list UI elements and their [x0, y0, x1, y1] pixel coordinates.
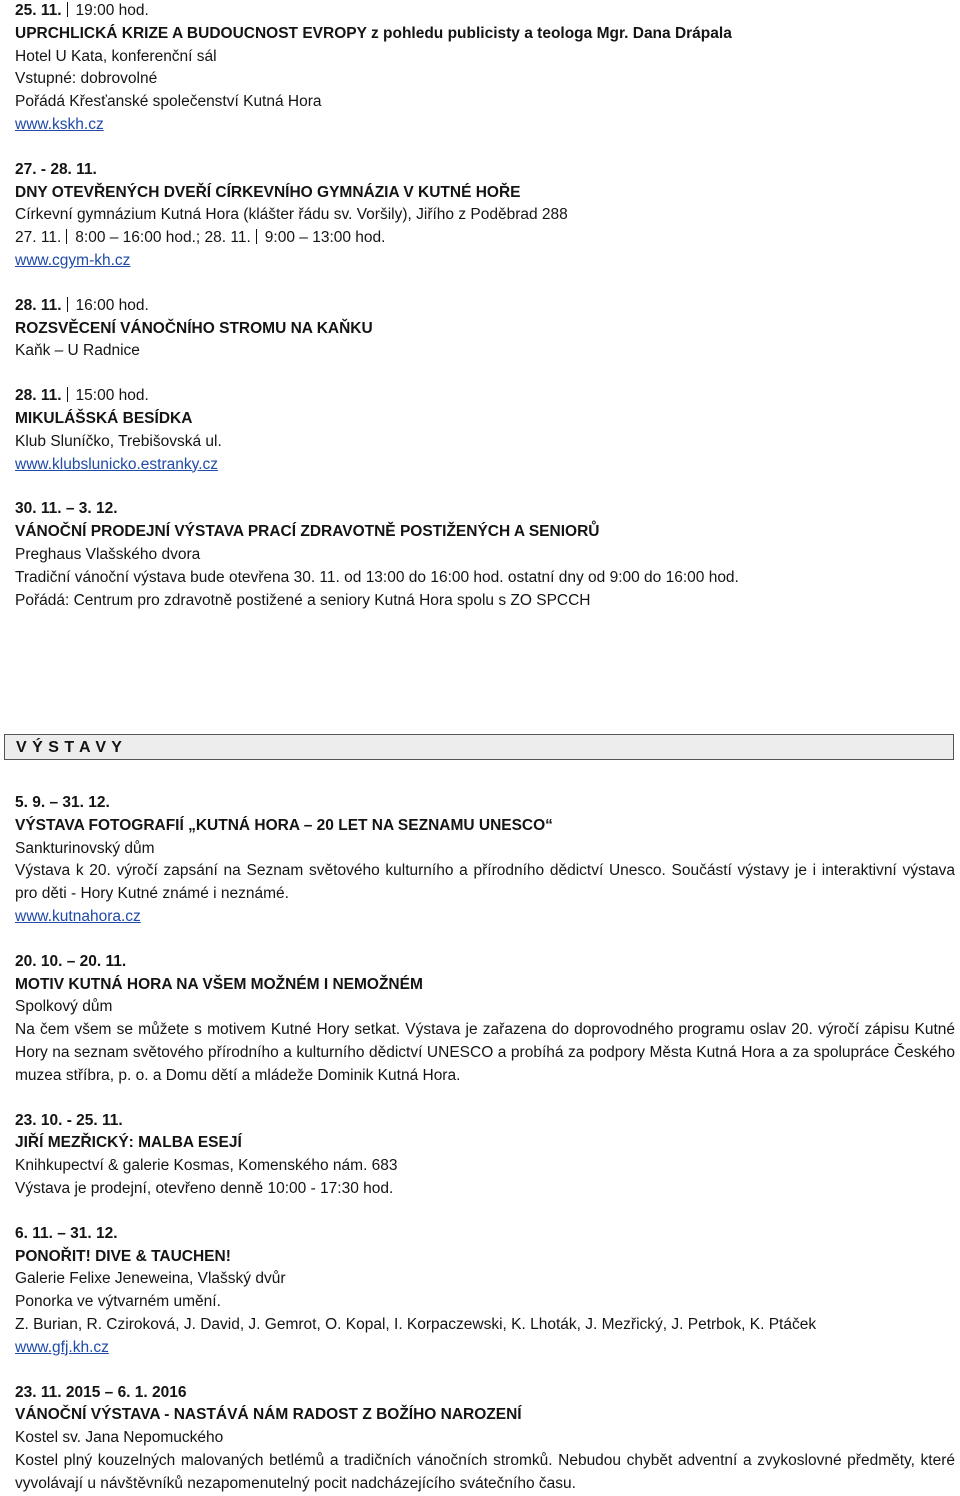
- exhibition-note: Výstava je prodejní, otevřeno denně 10:00 - 17:30 hod.: [15, 1179, 394, 1197]
- event-schedule: 27. 11. 8:00 – 16:00 hod.; 28. 11. 9:00 – 13:00 hod.: [15, 229, 386, 247]
- exhibition-item: [15, 1110, 955, 1201]
- exhibition-title: JIŘÍ MEZŘICKÝ: MALBA ESEJÍ: [15, 1134, 242, 1152]
- exhibition-item: [15, 792, 955, 929]
- exhibition-title: PONOŘIT! DIVE & TAUCHEN!: [15, 1247, 231, 1265]
- document-page: [15, 0, 955, 612]
- separator: [66, 229, 67, 244]
- event-date: 28. 11.: [15, 296, 62, 314]
- exhibition-date: 23. 10. - 25. 11.: [15, 1111, 123, 1129]
- event-item: [15, 159, 955, 273]
- separator: [256, 229, 257, 244]
- exhibition-venue: Spolkový dům: [15, 998, 113, 1016]
- event-date: 28. 11.: [15, 387, 62, 405]
- event-venue: Klub Sluníčko, Trebišovská ul.: [15, 432, 222, 450]
- exhibition-title: VÝSTAVA FOTOGRAFIÍ „KUTNÁ HORA – 20 LET NA SEZNAMU UNESCO“: [15, 816, 553, 834]
- exhibition-item: [15, 951, 955, 1088]
- event-link[interactable]: www.cgym-kh.cz: [15, 251, 131, 269]
- exhibitions-list: [15, 792, 955, 1496]
- event-description: Tradiční vánoční výstava bude otevřena 30. 11. od 13:00 do 16:00 hod. ostatní dny od 9:00 do 16:00 hod.: [15, 568, 739, 586]
- exhibition-venue: Kostel sv. Jana Nepomuckého: [15, 1429, 224, 1447]
- exhibition-venue: Galerie Felixe Jeneweina, Vlašský dvůr: [15, 1270, 286, 1288]
- event-venue: Preghaus Vlašského dvora: [15, 545, 201, 563]
- event-title: DNY OTEVŘENÝCH DVEŘÍ CÍRKEVNÍHO GYMNÁZIA V KUTNÉ HOŘE: [15, 183, 521, 201]
- section-header-vystavy: [4, 734, 954, 760]
- event-item: [15, 295, 955, 363]
- separator: [67, 2, 68, 17]
- exhibition-link[interactable]: www.gfj.kh.cz: [15, 1338, 109, 1356]
- event-time: 19:00 hod.: [75, 2, 149, 19]
- event-item: [15, 385, 955, 476]
- event-time: 15:00 hod.: [75, 387, 149, 405]
- event-venue: Kaňk – U Radnice: [15, 342, 140, 360]
- event-venue: Církevní gymnázium Kutná Hora (klášter řádu sv. Voršily), Jiřího z Poděbrad 288: [15, 206, 568, 224]
- exhibition-date: 23. 11. 2015 – 6. 1. 2016: [15, 1383, 187, 1401]
- exhibition-subtitle: Ponorka ve výtvarném umění.: [15, 1293, 221, 1311]
- exhibition-title: VÁNOČNÍ VÝSTAVA - NASTÁVÁ NÁM RADOST Z BOŽÍHO NAROZENÍ: [15, 1406, 522, 1424]
- exhibition-description: Výstava k 20. výročí zapsání na Seznam světového kulturního a přírodního dědictví Unesco. Součástí výstavy je i interaktivní výstava pro děti - Hory Kutné známé i neznámé.: [15, 862, 955, 903]
- exhibition-date: 5. 9. – 31. 12.: [15, 794, 110, 811]
- event-time: 16:00 hod.: [75, 296, 149, 314]
- event-entry: Vstupné: dobrovolné: [15, 70, 158, 88]
- event-title: VÁNOČNÍ PRODEJNÍ VÝSTAVA PRACÍ ZDRAVOTNĚ POSTIŽENÝCH A SENIORŮ: [15, 523, 600, 541]
- event-organizer: Pořádá Křesťanské společenství Kutná Hora: [15, 93, 322, 111]
- separator: [67, 387, 68, 402]
- exhibition-item: [15, 1382, 955, 1496]
- event-title: UPRCHLICKÁ KRIZE A BUDOUCNOST EVROPY z pohledu publicisty a teologa Mgr. Dana Drápala: [15, 24, 732, 42]
- event-item: [15, 498, 955, 612]
- event-title: ROZSVĚCENÍ VÁNOČNÍHO STROMU NA KAŇKU: [15, 319, 373, 337]
- exhibition-description: Na čem všem se můžete s motivem Kutné Hory setkat. Výstava je zařazena do doprovodného programu oslav 20. výročí zápisu Kutné Hory na seznam světového přírodního a kulturního dědictví UNESCO a probíhá za podpory Města Kutná Hora a za spolupráce Českého muzea stříbra, p. o. a Domu dětí a mládeže Dominik Kutná Hora.: [15, 1021, 955, 1084]
- event-title: MIKULÁŠSKÁ BESÍDKA: [15, 409, 193, 427]
- exhibition-date: 6. 11. – 31. 12.: [15, 1224, 118, 1242]
- event-date: 25. 11.: [15, 2, 62, 19]
- event-date: 30. 11. – 3. 12.: [15, 500, 118, 518]
- event-organizer: Pořádá: Centrum pro zdravotně postižené a seniory Kutná Hora spolu s ZO SPCCH: [15, 591, 591, 609]
- event-venue: Hotel U Kata, konferenční sál: [15, 47, 217, 65]
- event-link[interactable]: www.kskh.cz: [15, 115, 104, 133]
- exhibition-artists: Z. Burian, R. Cziroková, J. David, J. Gemrot, O. Kopal, I. Korpaczewski, K. Lhoták, J. Mezřický, J. Petrbok, K. Ptáček: [15, 1315, 817, 1333]
- exhibition-item: [15, 1223, 955, 1360]
- exhibition-title: MOTIV KUTNÁ HORA NA VŠEM MOŽNÉM I NEMOŽNÉM: [15, 975, 423, 993]
- section-title: V Ý S T A V Y: [16, 739, 123, 756]
- event-link[interactable]: www.klubslunicko.estranky.cz: [15, 455, 219, 473]
- exhibition-link[interactable]: www.kutnahora.cz: [15, 907, 141, 925]
- event-date: 27. - 28. 11.: [15, 160, 97, 178]
- event-item: [15, 0, 955, 137]
- exhibition-date: 20. 10. – 20. 11.: [15, 952, 127, 970]
- separator: [67, 297, 68, 312]
- exhibition-description: Kostel plný kouzelných malovaných betlémů a tradičních vánočních stromků. Nebudou chybět adventní a zvykoslovné předměty, které vyvolávají u návštěvníků nezapomenutelný pocit nadcházejícího svátečního času.: [15, 1451, 955, 1492]
- exhibition-venue: Sankturinovský dům: [15, 839, 155, 857]
- exhibition-venue: Knihkupectví & galerie Kosmas, Komenského nám. 683: [15, 1157, 398, 1175]
